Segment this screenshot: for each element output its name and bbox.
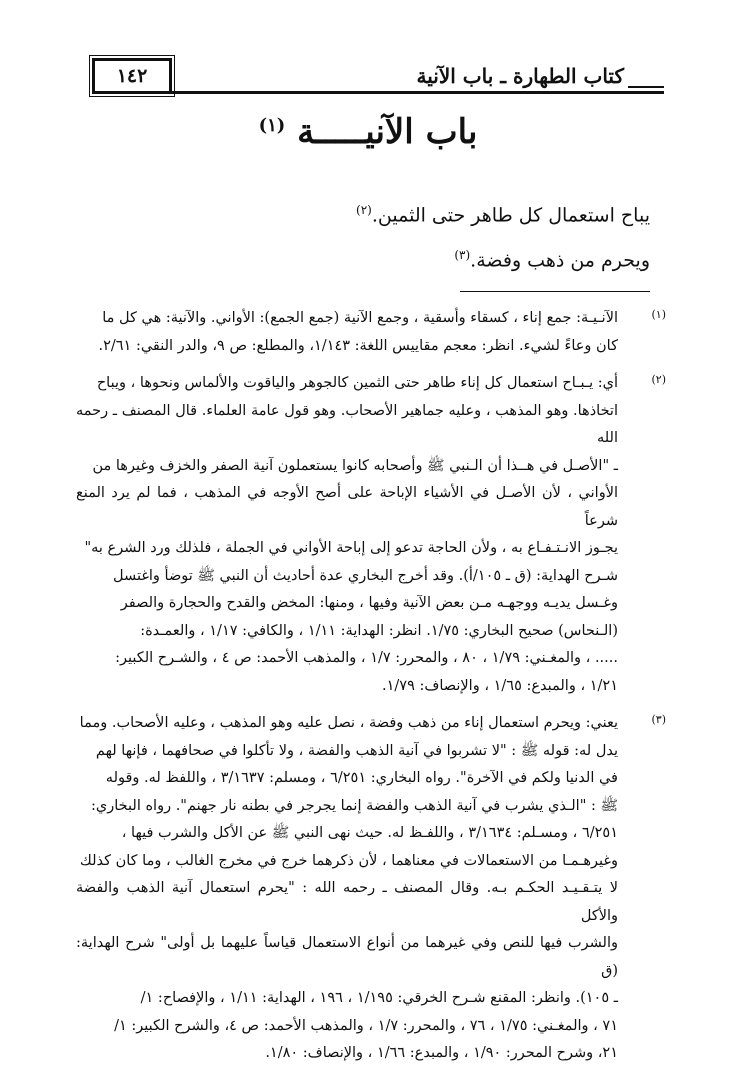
chapter-footnote-mark: (١) [258, 114, 286, 136]
footnote-line: شـرح الهداية: (ق ـ ١٠٥/أ). وقد أخرج البخاري عدة أحاديث أن النبي ﷺ توضأ واغتسل [113, 567, 618, 584]
main-line [90, 235, 650, 280]
main-line-text: ويحرم من ذهب وفضة. [470, 249, 650, 272]
footnote-line: ـ ١٠٥). وانظر: المقنع شـرح الخرقي: ١/١٩٥ ، ١٩٦ ، الهداية: ١/١١ ، والإفصاح: ١/ [140, 990, 618, 1006]
page-number: ١٤٢ [92, 58, 172, 94]
footnote-line: في الدنيا ولكم في الآخرة". رواه البخاري: ٦/٢٥١ ، ومسلم: ٣/١٦٣٧ ، واللفظ له. وقوله [105, 770, 618, 786]
page-header [70, 58, 664, 94]
footnote-1 [76, 305, 666, 360]
footnote-line: اتخاذها. وهو المذهب ، وعليه جماهير الأصحاب. وهو قول عامة العلماء. قال المصنف ـ رحمه الله [76, 402, 618, 446]
footnotes [76, 305, 666, 1078]
footnote-line: يجـوز الانـتـفـاع به ، ولأن الحاجة تدعو إلى إباحة الأواني في الجملة ، فلذلك ورد الشرع به" [84, 540, 618, 556]
footnote-line: الآنـيـة: جمع إناء ، كسقاء وأسقية ، وجمع الآنية (جمع الجمع): الأواني. والآنية: هي كل ما [102, 310, 618, 326]
footnote-line: وغـسل يديـه ووجهـه مـن بعض الآنية وفيها ، ومنها: المخض والقدح والحجارة والصفر [120, 595, 618, 611]
footnote-line: لا يتـقـيـد الحكـم بـه. وقال المصنف ـ رحمه الله : "يحرم استعمال آنية الذهب والفضة والأكل [76, 880, 618, 924]
footnote-line: ٦/٢٥١ ، ومسـلم: ٣/١٦٣٤ ، واللفـظ له. حيث نهى النبي ﷺ عن الأكل والشرب فيها ، [121, 825, 618, 841]
main-line [90, 190, 650, 235]
footnote-line: وغيرهـمـا من الاستعمالات في معناهما ، لأن ذكرهما خرج في مخرج الغالب ، وما كان كذلك [79, 852, 618, 869]
footnote-line: (الـنحاس) صحيح البخاري: ١/٧٥. انظر: الهداية: ١/١١ ، والكافي: ١/١٧ ، والعمـدة: [140, 622, 618, 639]
footnote-line: كان وعاءً لشيء. انظر: معجم مقاييس اللغة: ١/١٤٣، والمطلع: ص ٩، والدر النقي: ٢/٦١. [98, 337, 618, 354]
footnote-mark: (٢) [651, 373, 666, 386]
footnote-2 [76, 370, 666, 700]
main-text [90, 190, 650, 281]
footnote-line: ١/٢١ ، والمبدع: ١/٦٥ ، والإنصاف: ١/٧٩. [382, 677, 618, 694]
main-line-text: يباح استعمال كل طاهر حتى الثمين. [371, 204, 650, 227]
chapter-title [0, 112, 730, 152]
footnote-3 [76, 710, 666, 1068]
footnote-line: يدل له: قوله ﷺ : "لا تشربوا في آنية الذهب والفضة ، ولا تأكلوا في صحافهما ، فإنها لهم [95, 742, 618, 759]
footnote-separator [460, 291, 650, 292]
footnote-line: ـ "الأصـل في هــذا أن الـنبي ﷺ وأصحابه كانوا يستعملون آنية الصفر والخزف وغيرها من [92, 457, 618, 474]
chapter-title-text: باب الآنيـــــة [297, 112, 478, 152]
footnote-line: ..... ، والمغـني: ١/٧٩ ، ٨٠ ، والمحرر: ١/٧ ، والمذهب الأحمد: ص ٤ ، والشـرح الكبير: [115, 650, 618, 666]
footnote-line: الأواني ، لأن الأصـل في الأشياء الإباحة على أصح الأوجه في المذهب ، فما لم يرد المنع شرعاً [76, 485, 618, 529]
footnote-line: ﷺ : "الـذي يشرب في آنية الذهب والفضة إنما يجرجر في بطنه نار جهنم". رواه البخاري: [91, 797, 618, 814]
main-footnote-mark: (٣) [454, 248, 471, 263]
running-head: كتاب الطهارة ـ باب الآنية [416, 64, 624, 88]
header-rule-right [628, 86, 664, 88]
footnote-mark: (٣) [651, 713, 666, 726]
footnote-line: أي: يـبـاح استعمال كل إناء طاهر حتى الثمين كالجوهر والياقوت والألماس ونحوها ، ويباح [96, 375, 618, 391]
footnote-line: ٢١، وشرح المحرر: ١/٩٠ ، والمبدع: ١/٦٦ ، والإنصاف: ١/٨٠. [265, 1045, 618, 1061]
footnote-mark: (١) [651, 308, 666, 321]
main-footnote-mark: (٢) [356, 203, 372, 217]
footnote-line: والشرب فيها للنص وفي غيرهما من أنواع الاستعمال قياساً عليهما بل أولى" شرح الهداية: (ق [76, 935, 618, 979]
footnote-line: يعني: ويحرم استعمال إناء من ذهب وفضة ، نصل عليه وهو المذهب ، وعليه الأصحاب. ومما [79, 715, 618, 731]
footnote-line: ٧١ ، والمغـني: ١/٧٥ ، ٧٦ ، والمحرر: ١/٧ ، والمذهب الأحمد: ص ٤، والشرح الكبير: ١/ [114, 1017, 618, 1034]
header-rule [92, 91, 664, 94]
